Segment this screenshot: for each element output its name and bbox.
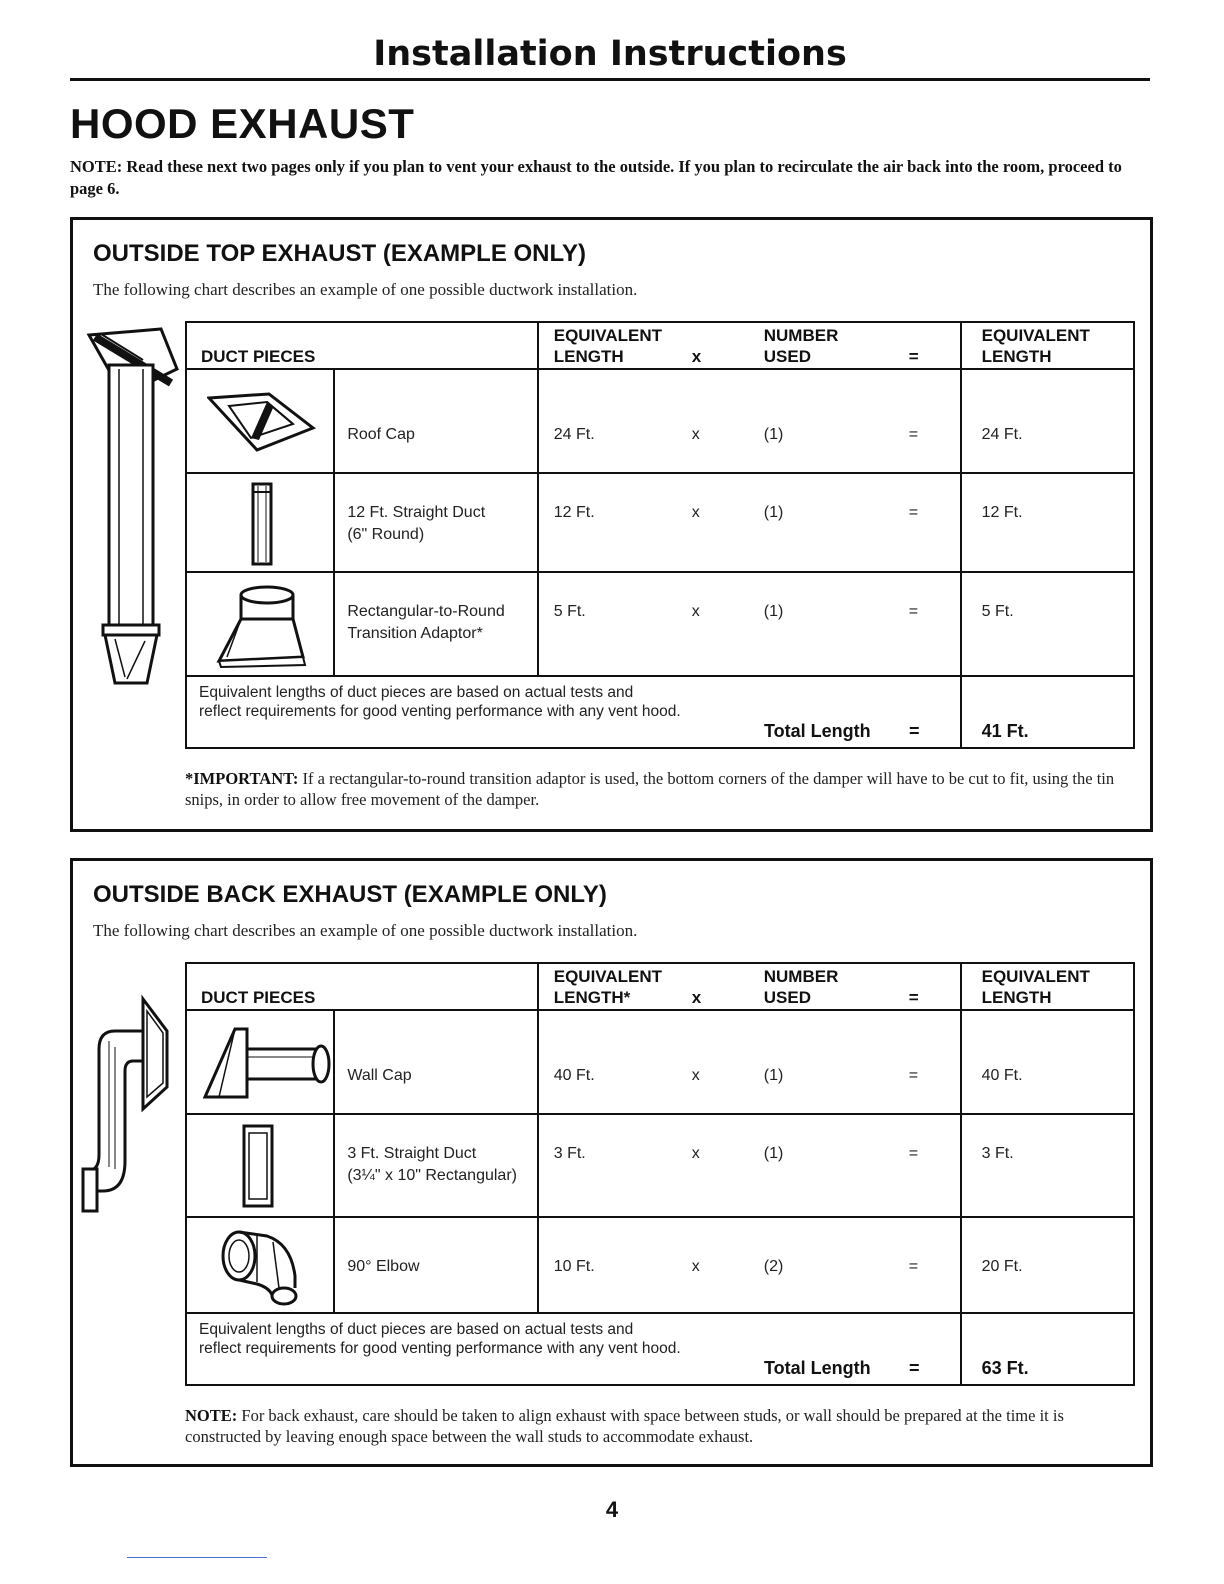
icon-cell: [186, 473, 334, 572]
number-label: NUMBER: [763, 326, 839, 345]
piece-name: 90° Elbow: [347, 1258, 420, 1275]
table-row: [186, 1010, 1134, 1114]
length-total-label: LENGTH: [981, 988, 1052, 1007]
rect-duct-icon: [241, 1123, 275, 1209]
piece-total: 24 Ft.: [981, 426, 1023, 443]
footnote-line-2: reflect requirements for good venting performance with any vent hood.: [199, 1340, 681, 1357]
duct-pieces-label: DUCT PIECES: [201, 347, 316, 366]
calc-cell: [538, 369, 961, 473]
piece-count: (1): [763, 1067, 784, 1084]
page-header: Installation Instructions: [70, 30, 1150, 81]
equals-label: =: [908, 347, 919, 366]
name-cell: [334, 473, 537, 572]
total-length-value: 41 Ft.: [981, 721, 1029, 741]
equals-label: =: [908, 988, 919, 1007]
table-footer-row: [186, 1313, 1134, 1385]
name-cell: [334, 1010, 537, 1114]
equals-sign: =: [908, 1067, 919, 1084]
note-label: NOTE:: [185, 1406, 238, 1425]
piece-total: 40 Ft.: [981, 1067, 1023, 1084]
piece-total: 12 Ft.: [981, 504, 1023, 521]
times-sign: x: [691, 603, 700, 620]
duct-pieces-label: DUCT PIECES: [201, 988, 316, 1007]
total-equals-sign: =: [909, 1358, 920, 1378]
piece-count: (1): [763, 603, 784, 620]
calc-cell: [538, 1217, 961, 1313]
header-middle: [538, 322, 961, 369]
equivalent-label: EQUIVALENT: [553, 326, 663, 345]
top-exhaust-title: OUTSIDE TOP EXHAUST (EXAMPLE ONLY): [93, 240, 586, 267]
icon-cell: [186, 1010, 334, 1114]
piece-length: 40 Ft.: [553, 1067, 595, 1084]
used-label: USED: [763, 347, 811, 366]
equivalent-total-label: EQUIVALENT: [981, 326, 1090, 345]
total-cell: [961, 572, 1134, 676]
piece-subname: Transition Adaptor*: [347, 625, 483, 642]
table-row: [186, 1217, 1134, 1313]
table-row: [186, 473, 1134, 572]
equals-sign: =: [908, 1258, 919, 1275]
total-equals-sign: =: [909, 721, 920, 741]
note-text: For back exhaust, care should be taken to align exhaust with space between studs, or wall should be prepared at the time it is constructed by leaving enough space between the wall studs to accommodate exhaust.: [185, 1406, 1064, 1446]
top-exhaust-assembly-icon: [83, 325, 183, 700]
calc-cell: [538, 473, 961, 572]
footnote-cell: [186, 1313, 961, 1385]
times-label: x: [691, 988, 702, 1007]
table-row: [186, 369, 1134, 473]
piece-count: (1): [763, 426, 784, 443]
equals-sign: =: [908, 1145, 919, 1162]
total-cell: [961, 369, 1134, 473]
elbow-icon: [217, 1228, 303, 1308]
important-label: *IMPORTANT:: [185, 769, 299, 788]
back-exhaust-table: [185, 962, 1135, 1386]
times-sign: x: [691, 504, 700, 521]
important-note: [185, 768, 1125, 810]
piece-subname: (3¼" x 10" Rectangular): [347, 1167, 517, 1184]
top-exhaust-box: [70, 217, 1153, 832]
intro-note: NOTE: Read these next two pages only if you plan to vent your exhaust to the outside. If you plan to recirculate the air back into the room, proceed to page 6.: [70, 157, 1122, 198]
piece-name: 12 Ft. Straight Duct: [347, 504, 486, 521]
piece-length: 5 Ft.: [553, 603, 586, 620]
header-total: [961, 322, 1134, 369]
roof-cap-icon: [207, 392, 317, 452]
icon-cell: [186, 1217, 334, 1313]
total-length-label: Total Length: [764, 721, 871, 741]
piece-count: (2): [763, 1258, 784, 1275]
section-title: HOOD EXHAUST: [70, 100, 415, 147]
length-total-label: LENGTH: [981, 347, 1052, 366]
name-cell: [334, 1114, 537, 1217]
icon-cell: [186, 369, 334, 473]
back-exhaust-title: OUTSIDE BACK EXHAUST (EXAMPLE ONLY): [93, 881, 607, 908]
back-exhaust-intro: The following chart describes an example of one possible ductwork installation.: [93, 921, 638, 940]
total-cell: [961, 473, 1134, 572]
straight-duct-icon: [251, 482, 273, 566]
equals-sign: =: [908, 426, 919, 443]
equals-sign: =: [908, 603, 919, 620]
icon-cell: [186, 572, 334, 676]
header-total: [961, 963, 1134, 1010]
piece-length: 10 Ft.: [553, 1258, 595, 1275]
number-label: NUMBER: [763, 967, 839, 986]
times-sign: x: [691, 1067, 700, 1084]
calc-cell: [538, 1010, 961, 1114]
back-exhaust-assembly-icon: [81, 991, 186, 1221]
top-exhaust-table: [185, 321, 1135, 749]
name-cell: [334, 369, 537, 473]
piece-length: 12 Ft.: [553, 504, 595, 521]
total-length-label: Total Length: [764, 1358, 871, 1378]
back-exhaust-box: [70, 858, 1153, 1467]
piece-length: 24 Ft.: [553, 426, 595, 443]
equivalent-label: EQUIVALENT: [553, 967, 663, 986]
piece-subname: (6" Round): [347, 526, 425, 543]
times-sign: x: [691, 1258, 700, 1275]
piece-count: (1): [763, 1145, 784, 1162]
name-cell: [334, 1217, 537, 1313]
total-length-value: 63 Ft.: [981, 1358, 1029, 1378]
equals-sign: =: [908, 504, 919, 521]
page-number: 4: [605, 1497, 619, 1522]
icon-cell: [186, 1114, 334, 1217]
total-cell: [961, 1217, 1134, 1313]
piece-name: Rectangular-to-Round: [347, 603, 505, 620]
footnote-line-2: reflect requirements for good venting performance with any vent hood.: [199, 703, 681, 720]
piece-length: 3 Ft.: [553, 1145, 586, 1162]
table-footer-row: [186, 676, 1134, 748]
times-sign: x: [691, 426, 700, 443]
total-cell: [961, 1114, 1134, 1217]
total-cell: [961, 1010, 1134, 1114]
important-text: If a rectangular-to-round transition adaptor is used, the bottom corners of the damper will have to be cut to fit, using the tin snips, in order to allow free movement of the damper.: [185, 769, 1115, 809]
calc-cell: [538, 572, 961, 676]
back-exhaust-note: [185, 1405, 1125, 1447]
times-label: x: [691, 347, 702, 366]
footnote-line-1: Equivalent lengths of duct pieces are based on actual tests and: [199, 1321, 634, 1338]
calc-cell: [538, 1114, 961, 1217]
piece-total: 20 Ft.: [981, 1258, 1023, 1275]
piece-total: 5 Ft.: [981, 603, 1014, 620]
length-label: LENGTH: [553, 347, 624, 366]
transition-adaptor-icon: [215, 583, 309, 669]
length-label: LENGTH*: [553, 988, 631, 1007]
piece-total: 3 Ft.: [981, 1145, 1014, 1162]
total-value-cell: [961, 1313, 1134, 1385]
footer-line: [127, 1557, 267, 1558]
total-value-cell: [961, 676, 1134, 748]
name-cell: [334, 572, 537, 676]
equivalent-total-label: EQUIVALENT: [981, 967, 1090, 986]
header-duct-pieces: [186, 322, 538, 369]
piece-count: (1): [763, 504, 784, 521]
table-row: [186, 572, 1134, 676]
table-row: [186, 1114, 1134, 1217]
used-label: USED: [763, 988, 811, 1007]
times-sign: x: [691, 1145, 700, 1162]
piece-name: Wall Cap: [347, 1067, 412, 1084]
wall-cap-icon: [197, 1023, 331, 1103]
header-duct-pieces: [186, 963, 538, 1010]
piece-name: 3 Ft. Straight Duct: [347, 1145, 477, 1162]
footnote-line-1: Equivalent lengths of duct pieces are based on actual tests and: [199, 684, 634, 701]
footnote-cell: [186, 676, 961, 748]
header-middle: [538, 963, 961, 1010]
piece-name: Roof Cap: [347, 426, 415, 443]
top-exhaust-intro: The following chart describes an example of one possible ductwork installation.: [93, 280, 638, 299]
